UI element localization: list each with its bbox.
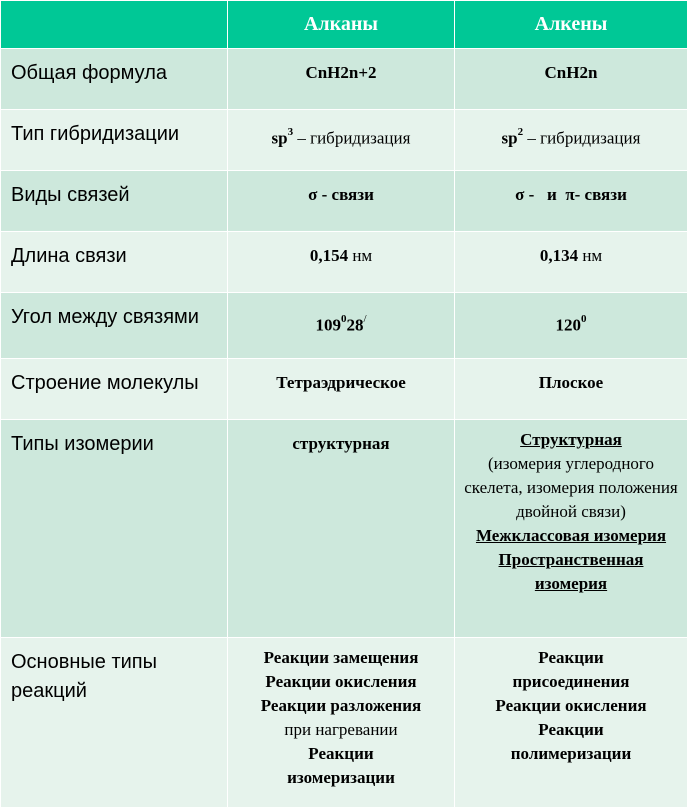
row-label: Длина связи — [1, 232, 228, 293]
row-bonds — [1, 171, 687, 232]
row-molecule-structure — [1, 359, 687, 420]
alkanes-structure: Тетраэдрическое — [228, 359, 455, 420]
reaction-item: Реакции замещения — [228, 646, 454, 670]
alkenes-formula: CnH2n — [455, 49, 687, 110]
alkenes-isomerism — [455, 420, 687, 638]
row-label: Основные типы реакций — [1, 638, 228, 808]
interclass-isomerism: Межклассовая изомерия — [476, 526, 666, 545]
row-hybridization — [1, 110, 687, 171]
alkenes-hybridization: $sp^2$ – гибридизация — [455, 110, 687, 171]
reaction-note: при нагревании — [228, 718, 454, 742]
row-label: Тип гибридизации — [1, 110, 228, 171]
structural-isomerism: Структурная — [520, 430, 622, 449]
alkanes-reactions — [228, 638, 455, 808]
reaction-item: Реакции изомеризации — [228, 742, 454, 790]
reaction-item: Реакции присоединения — [485, 646, 657, 694]
alkanes-bonds: σ - связи — [228, 171, 455, 232]
row-label: Угол между связями — [1, 293, 228, 359]
alkenes-bond-length: 0,134 нм — [455, 232, 687, 293]
reaction-item: Реакции полимеризации — [485, 718, 657, 766]
row-bond-length — [1, 232, 687, 293]
alkenes-bond-angle: $120^0$ — [455, 293, 687, 359]
reaction-item: Реакции разложения — [228, 694, 454, 718]
alkanes-bond-length: 0,154 нм — [228, 232, 455, 293]
alkanes-isomerism: структурная — [228, 420, 455, 638]
row-reactions — [1, 638, 687, 808]
alkanes-bond-angle: $109^028^/$ — [228, 293, 455, 359]
row-label: Общая формула — [1, 49, 228, 110]
alkenes-structure: Плоское — [455, 359, 687, 420]
header-row — [1, 1, 687, 49]
reaction-item: Реакции окисления — [455, 694, 687, 718]
alkenes-reactions — [455, 638, 687, 808]
reaction-item: Реакции окисления — [228, 670, 454, 694]
row-label: Строение молекулы — [1, 359, 228, 420]
spatial-isomerism: Пространственная изомерия — [499, 550, 644, 593]
row-label: Типы изомерии — [1, 420, 228, 638]
row-label: Виды связей — [1, 171, 228, 232]
row-isomerism — [1, 420, 687, 638]
header-alkanes: Алканы — [228, 1, 455, 49]
alkanes-hybridization: $sp^3$ – гибридизация — [228, 110, 455, 171]
row-formula — [1, 49, 687, 110]
header-alkenes: Алкены — [455, 1, 687, 49]
alkenes-bonds: σ - и π- связи — [455, 171, 687, 232]
isomerism-detail: (изомерия углеродного скелета, изомерия положения двойной связи) — [464, 454, 678, 521]
row-bond-angle — [1, 293, 687, 359]
alkanes-formula: CnH2n+2 — [228, 49, 455, 110]
header-empty — [1, 1, 228, 49]
